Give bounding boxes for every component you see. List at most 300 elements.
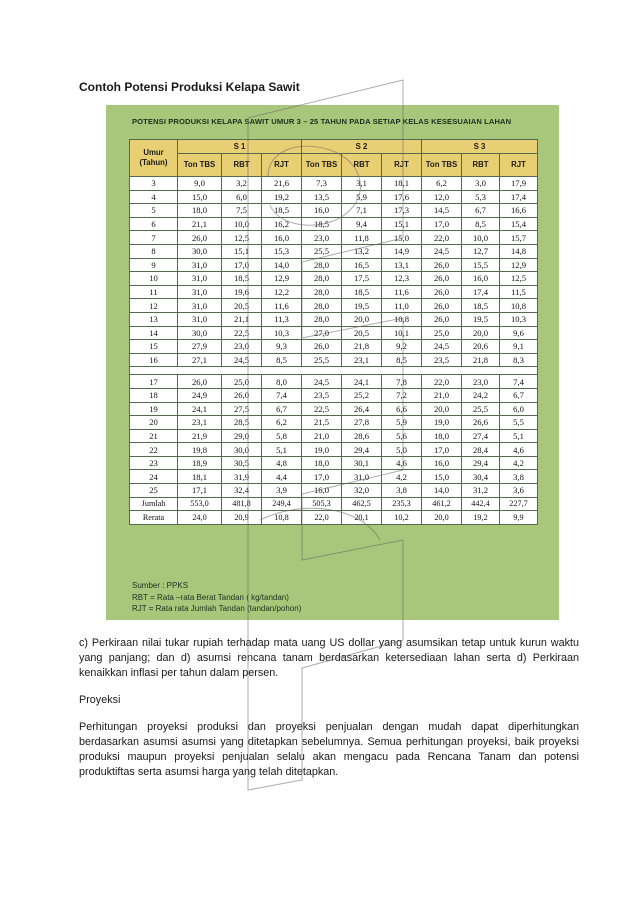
page-title: Contoh Potensi Produksi Kelapa Sawit bbox=[79, 80, 300, 94]
table-cell: 17,0 bbox=[222, 258, 262, 272]
table-body-summary bbox=[130, 497, 538, 524]
table-cell: 6,7 bbox=[500, 388, 538, 402]
header-rjt: RJT bbox=[382, 154, 422, 177]
table-cell: 20,0 bbox=[462, 326, 500, 340]
table-cell: 28,6 bbox=[342, 429, 382, 443]
table-cell: 19,5 bbox=[462, 312, 500, 326]
table-cell: 5,1 bbox=[262, 443, 302, 457]
row-label-cell: 13 bbox=[130, 312, 178, 326]
header-umur: Umur (Tahun) bbox=[130, 140, 178, 177]
production-table bbox=[129, 139, 538, 525]
table-cell: 25,0 bbox=[422, 326, 462, 340]
row-label-cell: 17 bbox=[130, 375, 178, 389]
table-cell: 15,1 bbox=[222, 244, 262, 258]
table-cell: 30,1 bbox=[342, 456, 382, 470]
table-cell: 249,4 bbox=[262, 497, 302, 511]
table-cell: 21,0 bbox=[302, 429, 342, 443]
row-label-cell: 16 bbox=[130, 353, 178, 367]
table-cell: 23,5 bbox=[422, 353, 462, 367]
table-row bbox=[130, 285, 538, 299]
table-cell: 29,4 bbox=[462, 456, 500, 470]
table-cell: 28,0 bbox=[302, 312, 342, 326]
section-heading-proyeksi: Proyeksi bbox=[79, 694, 121, 706]
table-cell: 27,5 bbox=[222, 402, 262, 416]
table-cell: 22,5 bbox=[222, 326, 262, 340]
row-label-cell: Jumlah bbox=[130, 497, 178, 511]
table-cell: 18,5 bbox=[302, 217, 342, 231]
table-row bbox=[130, 497, 538, 511]
table-cell: 11,3 bbox=[262, 312, 302, 326]
row-label-cell: 25 bbox=[130, 484, 178, 498]
table-cell: 27,4 bbox=[462, 429, 500, 443]
table-cell: 7,5 bbox=[222, 204, 262, 218]
table-cell: 28,0 bbox=[302, 285, 342, 299]
table-cell: 15,7 bbox=[500, 231, 538, 245]
table-cell: 7,1 bbox=[342, 204, 382, 218]
table-cell: 24,1 bbox=[342, 375, 382, 389]
table-cell: 462,5 bbox=[342, 497, 382, 511]
table-cell: 9,9 bbox=[500, 511, 538, 525]
row-label-cell: 11 bbox=[130, 285, 178, 299]
table-cell: 13,5 bbox=[302, 190, 342, 204]
table-cell: 6,6 bbox=[382, 402, 422, 416]
row-label-cell: 23 bbox=[130, 456, 178, 470]
table-cell: 20,0 bbox=[422, 402, 462, 416]
table-cell: 5,3 bbox=[462, 190, 500, 204]
table-cell: 26,0 bbox=[422, 258, 462, 272]
table-row bbox=[130, 299, 538, 313]
table-cell: 23,0 bbox=[302, 231, 342, 245]
table-cell: 6,7 bbox=[462, 204, 500, 218]
table-cell: 4,2 bbox=[500, 456, 538, 470]
table-cell: 8,3 bbox=[500, 353, 538, 367]
table-row bbox=[130, 231, 538, 245]
table-cell: 12,9 bbox=[262, 272, 302, 286]
table-cell: 26,0 bbox=[422, 299, 462, 313]
table-cell: 26,0 bbox=[422, 272, 462, 286]
table-cell: 3,8 bbox=[382, 484, 422, 498]
table-row bbox=[130, 204, 538, 218]
source-line: RJT = Rata rata Jumlah Tandan (tandan/pohon) bbox=[132, 604, 302, 613]
table-cell: 18,5 bbox=[462, 299, 500, 313]
table-cell: 9,3 bbox=[262, 340, 302, 354]
table-cell: 23,1 bbox=[342, 353, 382, 367]
table-cell: 27,8 bbox=[342, 416, 382, 430]
table-cell: 17,4 bbox=[462, 285, 500, 299]
table-cell: 15,4 bbox=[500, 217, 538, 231]
table-cell: 14,8 bbox=[500, 244, 538, 258]
table-cell: 25,5 bbox=[302, 244, 342, 258]
table-cell: 7,4 bbox=[262, 388, 302, 402]
table-gap bbox=[130, 367, 538, 375]
table-cell: 18,5 bbox=[222, 272, 262, 286]
header-rjt: RJT bbox=[500, 154, 538, 177]
source-line: RBT = Rata –rata Berat Tandan ( kg/tandan) bbox=[132, 592, 289, 602]
table-cell: 227,7 bbox=[500, 497, 538, 511]
table-cell: 10,8 bbox=[382, 312, 422, 326]
table-cell: 22,0 bbox=[422, 231, 462, 245]
table-row bbox=[130, 244, 538, 258]
table-row bbox=[130, 326, 538, 340]
table-cell: 23,0 bbox=[462, 375, 500, 389]
table-cell: 4,6 bbox=[500, 443, 538, 457]
table-body-bottom bbox=[130, 375, 538, 497]
table-cell: 442,4 bbox=[462, 497, 500, 511]
table-cell: 31,0 bbox=[342, 470, 382, 484]
table-cell: 10,3 bbox=[262, 326, 302, 340]
table-cell: 8,5 bbox=[382, 353, 422, 367]
table-cell: 28,0 bbox=[302, 258, 342, 272]
table-cell: 6,2 bbox=[422, 177, 462, 191]
table-cell: 19,2 bbox=[262, 190, 302, 204]
table-cell: 18,1 bbox=[382, 177, 422, 191]
table-spacer bbox=[130, 367, 538, 375]
table-cell: 26,6 bbox=[462, 416, 500, 430]
table-cell: 20,0 bbox=[422, 511, 462, 525]
table-cell: 3,2 bbox=[222, 177, 262, 191]
table-cell: 6,7 bbox=[262, 402, 302, 416]
table-row bbox=[130, 443, 538, 457]
table-cell: 16,0 bbox=[462, 272, 500, 286]
table-cell: 11,5 bbox=[500, 285, 538, 299]
table-row bbox=[130, 217, 538, 231]
table-body-top bbox=[130, 177, 538, 367]
table-row bbox=[130, 402, 538, 416]
table-cell: 18,5 bbox=[262, 204, 302, 218]
table-cell: 20,0 bbox=[342, 312, 382, 326]
table-cell: 24,2 bbox=[462, 388, 500, 402]
table-cell: 9,6 bbox=[500, 326, 538, 340]
table-cell: 20,5 bbox=[222, 299, 262, 313]
table-cell: 9,0 bbox=[178, 177, 222, 191]
table-row bbox=[130, 340, 538, 354]
table-cell: 32,4 bbox=[222, 484, 262, 498]
table-row bbox=[130, 272, 538, 286]
table-cell: 19,2 bbox=[462, 511, 500, 525]
table-cell: 22,0 bbox=[302, 511, 342, 525]
table-cell: 26,0 bbox=[178, 231, 222, 245]
table-cell: 20,1 bbox=[342, 511, 382, 525]
table-cell: 10,8 bbox=[262, 511, 302, 525]
table-cell: 28,5 bbox=[222, 416, 262, 430]
table-cell: 31,0 bbox=[178, 258, 222, 272]
table-cell: 10,0 bbox=[222, 217, 262, 231]
table-wrapper bbox=[129, 139, 537, 525]
figure-title: POTENSI PRODUKSI KELAPA SAWIT UMUR 3 – 25 TAHUN PADA SETIAP KELAS KESESUAIAN LAHAN bbox=[132, 117, 512, 126]
table-row bbox=[130, 484, 538, 498]
table-cell: 4,2 bbox=[382, 470, 422, 484]
table-cell: 18,5 bbox=[342, 285, 382, 299]
table-cell: 21,1 bbox=[222, 312, 262, 326]
table-cell: 5,9 bbox=[342, 190, 382, 204]
table-cell: 23,5 bbox=[302, 388, 342, 402]
table-row bbox=[130, 456, 538, 470]
table-cell: 25,5 bbox=[462, 402, 500, 416]
row-label-cell: 21 bbox=[130, 429, 178, 443]
table-row bbox=[130, 353, 538, 367]
table-cell: 5,1 bbox=[500, 429, 538, 443]
table-cell: 26,0 bbox=[302, 340, 342, 354]
table-cell: 21,1 bbox=[178, 217, 222, 231]
table-cell: 16,5 bbox=[342, 258, 382, 272]
table-cell: 18,0 bbox=[178, 204, 222, 218]
table-cell: 17,1 bbox=[178, 484, 222, 498]
row-label-cell: 24 bbox=[130, 470, 178, 484]
table-cell: 21,8 bbox=[342, 340, 382, 354]
table-cell: 17,0 bbox=[422, 217, 462, 231]
row-label-cell: 6 bbox=[130, 217, 178, 231]
paragraph-proyeksi: Perhitungan proyeksi produksi dan proyeksi penjualan dengan mudah dapat diperhitungkan berdasarkan asumsi asumsi yang ditetapkan sebelumnya. Semua perhitungan proyeksi, baik proyeksi produksi maupun proyeksi penjualan selalu akan mengacu pada Rencana Tanam dan potensi produktiftas serta asumsi harga yang telah ditetapkan. bbox=[79, 721, 579, 778]
table-cell: 31,0 bbox=[178, 312, 222, 326]
table-cell: 28,0 bbox=[302, 299, 342, 313]
row-label-cell: 15 bbox=[130, 340, 178, 354]
table-cell: 5,6 bbox=[382, 429, 422, 443]
table-cell: 29,4 bbox=[342, 443, 382, 457]
table-cell: 8,0 bbox=[262, 375, 302, 389]
table-cell: 21,0 bbox=[422, 388, 462, 402]
table-cell: 18,0 bbox=[302, 456, 342, 470]
row-label-cell: 14 bbox=[130, 326, 178, 340]
table-cell: 16,0 bbox=[262, 231, 302, 245]
row-label-cell: 12 bbox=[130, 299, 178, 313]
table-row bbox=[130, 388, 538, 402]
table-cell: 10,1 bbox=[382, 326, 422, 340]
row-label-cell: 8 bbox=[130, 244, 178, 258]
table-cell: 22,0 bbox=[422, 375, 462, 389]
table-cell: 14,9 bbox=[382, 244, 422, 258]
table-cell: 11,0 bbox=[382, 299, 422, 313]
table-cell: 16,0 bbox=[422, 456, 462, 470]
table-cell: 12,9 bbox=[500, 258, 538, 272]
table-row bbox=[130, 258, 538, 272]
table-cell: 3,6 bbox=[500, 484, 538, 498]
table-cell: 15,0 bbox=[382, 231, 422, 245]
table-cell: 10,3 bbox=[500, 312, 538, 326]
table-cell: 15,0 bbox=[178, 190, 222, 204]
table-cell: 20,9 bbox=[222, 511, 262, 525]
table-cell: 5,8 bbox=[262, 429, 302, 443]
table-cell: 30,0 bbox=[222, 443, 262, 457]
table-cell: 18,1 bbox=[178, 470, 222, 484]
table-cell: 23,0 bbox=[222, 340, 262, 354]
table-cell: 29,0 bbox=[222, 429, 262, 443]
table-cell: 25,5 bbox=[302, 353, 342, 367]
table-cell: 12,0 bbox=[422, 190, 462, 204]
header-group-s1: S 1 bbox=[178, 140, 302, 154]
table-cell: 24,9 bbox=[178, 388, 222, 402]
table-cell: 5,0 bbox=[382, 443, 422, 457]
header-rbt: RBT bbox=[342, 154, 382, 177]
table-cell: 31,0 bbox=[178, 272, 222, 286]
table-cell: 19,8 bbox=[178, 443, 222, 457]
table-cell: 12,3 bbox=[382, 272, 422, 286]
table-cell: 7,3 bbox=[302, 177, 342, 191]
table-cell: 10,8 bbox=[500, 299, 538, 313]
table-cell: 24,5 bbox=[222, 353, 262, 367]
source-line: Sumber : PPKS bbox=[132, 581, 189, 590]
table-cell: 4,8 bbox=[262, 456, 302, 470]
table-cell: 12,5 bbox=[222, 231, 262, 245]
table-cell: 17,0 bbox=[302, 470, 342, 484]
row-label-cell: 4 bbox=[130, 190, 178, 204]
table-cell: 27,1 bbox=[178, 353, 222, 367]
table-cell: 20,6 bbox=[462, 340, 500, 354]
table-cell: 14,5 bbox=[422, 204, 462, 218]
table-cell: 25,0 bbox=[222, 375, 262, 389]
table-cell: 15,5 bbox=[462, 258, 500, 272]
table-cell: 31,0 bbox=[178, 299, 222, 313]
table-cell: 6,2 bbox=[262, 416, 302, 430]
production-table-figure bbox=[106, 105, 559, 620]
table-cell: 17,0 bbox=[422, 443, 462, 457]
table-cell: 30,5 bbox=[222, 456, 262, 470]
table-cell: 28,0 bbox=[302, 272, 342, 286]
table-cell: 4,4 bbox=[262, 470, 302, 484]
table-row bbox=[130, 429, 538, 443]
table-cell: 21,8 bbox=[462, 353, 500, 367]
table-cell: 16,6 bbox=[500, 204, 538, 218]
table-cell: 27,9 bbox=[178, 340, 222, 354]
table-cell: 8,5 bbox=[262, 353, 302, 367]
table-cell: 19,6 bbox=[222, 285, 262, 299]
table-cell: 7,2 bbox=[382, 388, 422, 402]
table-cell: 8,5 bbox=[462, 217, 500, 231]
table-cell: 4,6 bbox=[382, 456, 422, 470]
table-cell: 12,7 bbox=[462, 244, 500, 258]
table-cell: 16,2 bbox=[262, 217, 302, 231]
table-cell: 7,8 bbox=[382, 375, 422, 389]
table-cell: 30,4 bbox=[462, 470, 500, 484]
header-ton-tbs: Ton TBS bbox=[178, 154, 222, 177]
table-cell: 26,0 bbox=[222, 388, 262, 402]
table-row bbox=[130, 177, 538, 191]
table-cell: 23,1 bbox=[178, 416, 222, 430]
paragraph-assumptions: c) Perkiraan nilai tukar rupiah terhadap mata uang US dollar yang asumsikan tetap untuk kurun waktu yang panjang; dan d) asumsi rencana tanam berdasarkan ketersediaan lahan serta d) Perkiraan kenaikkan inflasi per tahun dalam persen. bbox=[79, 637, 579, 679]
table-cell: 26,0 bbox=[178, 375, 222, 389]
table-cell: 18,9 bbox=[178, 456, 222, 470]
table-cell: 16,0 bbox=[302, 204, 342, 218]
table-cell: 28,4 bbox=[462, 443, 500, 457]
header-group-s2: S 2 bbox=[302, 140, 422, 154]
row-label-cell: 9 bbox=[130, 258, 178, 272]
table-row bbox=[130, 511, 538, 525]
table-cell: 3,9 bbox=[262, 484, 302, 498]
table-cell: 22,5 bbox=[302, 402, 342, 416]
header-rjt: RJT bbox=[262, 154, 302, 177]
header-ton-tbs: Ton TBS bbox=[302, 154, 342, 177]
table-cell: 24,1 bbox=[178, 402, 222, 416]
table-cell: 15,0 bbox=[422, 470, 462, 484]
table-cell: 235,3 bbox=[382, 497, 422, 511]
table-cell: 17,6 bbox=[382, 190, 422, 204]
table-row bbox=[130, 375, 538, 389]
figure-source bbox=[132, 580, 301, 615]
table-cell: 30,0 bbox=[178, 326, 222, 340]
table-cell: 30,0 bbox=[178, 244, 222, 258]
table-cell: 19,0 bbox=[302, 443, 342, 457]
table-cell: 11,6 bbox=[262, 299, 302, 313]
row-label-cell: 19 bbox=[130, 402, 178, 416]
table-cell: 32,0 bbox=[342, 484, 382, 498]
table-cell: 20,5 bbox=[342, 326, 382, 340]
table-cell: 6,0 bbox=[222, 190, 262, 204]
table-cell: 31,0 bbox=[178, 285, 222, 299]
table-cell: 11,8 bbox=[342, 231, 382, 245]
table-cell: 7,4 bbox=[500, 375, 538, 389]
table-cell: 26,0 bbox=[422, 312, 462, 326]
header-rbt: RBT bbox=[462, 154, 500, 177]
table-cell: 13,1 bbox=[382, 258, 422, 272]
table-cell: 3,0 bbox=[462, 177, 500, 191]
table-cell: 9,1 bbox=[500, 340, 538, 354]
row-label-cell: 5 bbox=[130, 204, 178, 218]
table-cell: 31,2 bbox=[462, 484, 500, 498]
table-cell: 19,5 bbox=[342, 299, 382, 313]
row-label-cell: 10 bbox=[130, 272, 178, 286]
table-cell: 21,5 bbox=[302, 416, 342, 430]
table-row bbox=[130, 470, 538, 484]
table-cell: 12,5 bbox=[500, 272, 538, 286]
table-row bbox=[130, 416, 538, 430]
table-cell: 6,0 bbox=[500, 402, 538, 416]
row-label-cell: 7 bbox=[130, 231, 178, 245]
table-cell: 11,6 bbox=[382, 285, 422, 299]
table-cell: 21,6 bbox=[262, 177, 302, 191]
header-group-s3: S 3 bbox=[422, 140, 538, 154]
row-label-cell: 20 bbox=[130, 416, 178, 430]
table-cell: 17,3 bbox=[382, 204, 422, 218]
table-cell: 14,0 bbox=[262, 258, 302, 272]
table-cell: 19,0 bbox=[422, 416, 462, 430]
header-ton-tbs: Ton TBS bbox=[422, 154, 462, 177]
header-rbt: RBT bbox=[222, 154, 262, 177]
table-cell: 31,9 bbox=[222, 470, 262, 484]
table-cell: 3,1 bbox=[342, 177, 382, 191]
table-cell: 24,5 bbox=[422, 244, 462, 258]
table-cell: 17,9 bbox=[500, 177, 538, 191]
table-cell: 24,0 bbox=[178, 511, 222, 525]
table-cell: 9,2 bbox=[382, 340, 422, 354]
table-cell: 461,2 bbox=[422, 497, 462, 511]
row-label-cell: 3 bbox=[130, 177, 178, 191]
row-label-cell: 22 bbox=[130, 443, 178, 457]
table-cell: 24,5 bbox=[422, 340, 462, 354]
table-cell: 481,8 bbox=[222, 497, 262, 511]
table-cell: 10,0 bbox=[462, 231, 500, 245]
table-row bbox=[130, 190, 538, 204]
table-cell: 18,0 bbox=[422, 429, 462, 443]
table-cell: 21,9 bbox=[178, 429, 222, 443]
table-cell: 505,3 bbox=[302, 497, 342, 511]
table-cell: 26,4 bbox=[342, 402, 382, 416]
row-label-cell: 18 bbox=[130, 388, 178, 402]
table-cell: 10,2 bbox=[382, 511, 422, 525]
table-cell: 27,0 bbox=[302, 326, 342, 340]
table-cell: 17,5 bbox=[342, 272, 382, 286]
table-cell: 12,2 bbox=[262, 285, 302, 299]
table-cell: 26,0 bbox=[422, 285, 462, 299]
table-cell: 25,2 bbox=[342, 388, 382, 402]
table-cell: 3,8 bbox=[500, 470, 538, 484]
row-label-cell: Rerata bbox=[130, 511, 178, 525]
table-cell: 16,0 bbox=[302, 484, 342, 498]
table-cell: 15,1 bbox=[382, 217, 422, 231]
table-cell: 9,4 bbox=[342, 217, 382, 231]
table-cell: 17,4 bbox=[500, 190, 538, 204]
table-cell: 5,9 bbox=[382, 416, 422, 430]
table-cell: 24,5 bbox=[302, 375, 342, 389]
table-cell: 553,0 bbox=[178, 497, 222, 511]
